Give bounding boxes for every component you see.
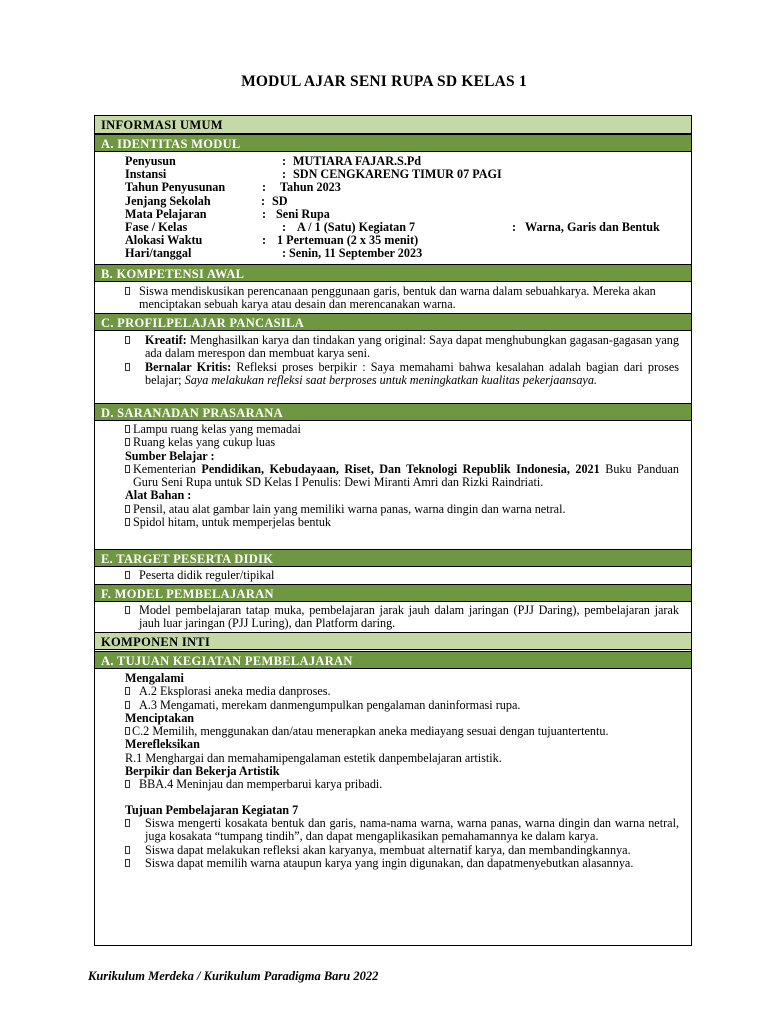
bullet-icon (125, 780, 130, 788)
menciptakan-label: Menciptakan (125, 710, 195, 725)
bullet-icon (125, 859, 130, 867)
tujuan7-label: Tujuan Pembelajaran Kegiatan 7 (125, 802, 299, 817)
section-header-target-peserta: E. TARGET PESERTA DIDIK (95, 549, 691, 567)
list-item: Pensil, atau alat gambar lain yang memiliki warna panas, warna dingin dan warna netral. (95, 503, 691, 516)
list-item: Kreatif: Menghasilkan karya dan tindakan yang original: Saya dapat menghubungkan gagasan-gagasan yang ada dalam merespon dan membuat karya seni. (95, 334, 691, 361)
bullet-icon (125, 727, 130, 735)
profil-section (95, 334, 691, 387)
bullet-icon (125, 363, 130, 371)
identity-row-instansi: Instansi : SDN CENGKARENG TIMUR 07 PAGI (125, 167, 502, 182)
list-item: Model pembelajaran tatap muka, pembelajaran jarak jauh dalam jaringan (PJJ Daring), pembelajaran jarak jauh luar jaringan (PJJ Luring), dan Platform daring. (95, 604, 691, 631)
identity-row-penyusun: Penyusun : MUTIARA FAJAR.S.Pd (125, 154, 422, 168)
section-header-kompetensi-awal: B. KOMPETENSI AWAL (95, 264, 691, 282)
list-item: A.3 Mengamati, merekam danmengumpulkan pengalaman daninformasi rupa. (95, 699, 691, 712)
identity-row-tahun: Tahun Penyusunan : Tahun 2023 (125, 180, 341, 195)
bullet-icon (125, 701, 130, 709)
mengalami-label: Mengalami (125, 671, 184, 685)
document-title: MODUL AJAR SENI RUPA SD KELAS 1 (241, 73, 527, 90)
bullet-icon (125, 465, 130, 473)
bullet-icon (125, 571, 130, 579)
sumber-belajar-label: Sumber Belajar : (125, 448, 215, 463)
bullet-icon (125, 425, 130, 433)
kompetensi-section (95, 285, 691, 312)
section-header-komponen-inti: KOMPONEN INTI (95, 632, 691, 650)
alat-bahan-label: Alat Bahan : (125, 488, 192, 503)
section-header-profil-pelajar: C. PROFILPELAJAR PANCASILA (95, 313, 691, 331)
identity-row-jenjang: Jenjang Sekolah : SD (125, 193, 288, 208)
list-item: Ruang kelas yang cukup luas (95, 436, 691, 449)
list-item: Lampu ruang kelas yang memadai (95, 423, 691, 436)
bullet-icon (125, 819, 130, 827)
list-item: C.2 Memilih, menggunakan dan/atau menerapkan aneka mediayang sesuai dengan tujuantertentu. (95, 725, 691, 738)
list-item: Bernalar Kritis: Refleksi proses berpikir : Saya memahami bahwa kesalahan adalah bagian dari proses belajar; Saya melakukan refleksi saat berproses untuk meningkatkan kualitas pekerjaansaya. (95, 361, 691, 388)
list-item: A.2 Eksplorasi aneka media danproses. (95, 685, 691, 698)
merefleksikan-label: Merefleksikan (125, 737, 200, 752)
bullet-icon (125, 518, 130, 526)
bullet-icon (125, 336, 130, 344)
target-section (95, 569, 691, 582)
identity-row-mapel: Mata Pelajaran : Seni Rupa (125, 206, 330, 221)
section-header-sarana-prasarana: D. SARANADAN PRASARANA (95, 403, 691, 421)
list-item: Kementerian Pendidikan, Kebudayaan, Riset, Dan Teknologi Republik Indonesia, 2021 Buku Panduan Guru Seni Rupa untuk SD Kelas I Penulis: Dewi Miranti Amri dan Rizki Raindriati. (95, 463, 691, 490)
identity-row-alokasi: Alokasi Waktu : 1 Pertemuan (2 x 35 menit) (125, 233, 419, 248)
list-item: BBA.4 Meninjau dan memperbarui karya pribadi. (95, 778, 691, 791)
identity-row-hari: Hari/tanggal : Senin, 11 September 2023 (125, 246, 423, 261)
list-item: Siswa dapat melakukan refleksi akan karyanya, membuat alternatif karya, dan membandingkannya. (95, 844, 691, 857)
tujuan-section (95, 672, 691, 870)
list-item: Siswa mendiskusikan perencanaan penggunaan garis, bentuk dan warna dalam sebuahkarya. Mereka akan menciptakan sebuah karya atau desain dan merencanakan warna. (95, 285, 691, 312)
model-section (95, 604, 691, 631)
list-item: Spidol hitam, untuk memperjelas bentuk (95, 516, 691, 529)
bullet-icon (125, 606, 130, 614)
merefleksikan-item: R.1 Menghargai dan memahamipengalaman estetik danpembelajaran artistik. (125, 750, 502, 765)
bullet-icon (125, 438, 130, 446)
bullet-icon (125, 505, 130, 513)
identity-row-fase: Fase / Kelas : A / 1 (Satu) Kegiatan 7 : Warna, Garis dan Bentuk (125, 219, 660, 234)
bullet-icon (125, 287, 130, 295)
list-item: Siswa mengerti kosakata bentuk dan garis, nama-nama warna, warna panas, warna dingin dan warna netral, juga kosakata “tumpang tindih”, dan dapat mengaplikasikan pemahamannya ke dalam karya. (95, 817, 691, 844)
sarana-section (95, 423, 691, 529)
identitas-rows (95, 155, 691, 261)
bullet-icon (125, 687, 130, 695)
page-footer: Kurikulum Merdeka / Kurikulum Paradigma Baru 2022 (88, 969, 379, 983)
bullet-icon (125, 846, 130, 854)
section-header-informasi-umum: INFORMASI UMUM (95, 116, 691, 134)
section-header-model-pembelajaran: F. MODEL PEMBELAJARAN (95, 584, 691, 602)
section-header-tujuan-kegiatan: A. TUJUAN KEGIATAN PEMBELAJARAN (95, 651, 691, 669)
module-table (94, 115, 692, 946)
list-item: Siswa dapat memilih warna ataupun karya yang ingin digunakan, dan dapatmenyebutkan alasannya. (95, 857, 691, 870)
list-item: Peserta didik reguler/tipikal (95, 569, 691, 582)
section-header-identitas-modul: A. IDENTITAS MODUL (95, 134, 691, 152)
berpikir-label: Berpikir dan Bekerja Artistik (125, 764, 280, 779)
